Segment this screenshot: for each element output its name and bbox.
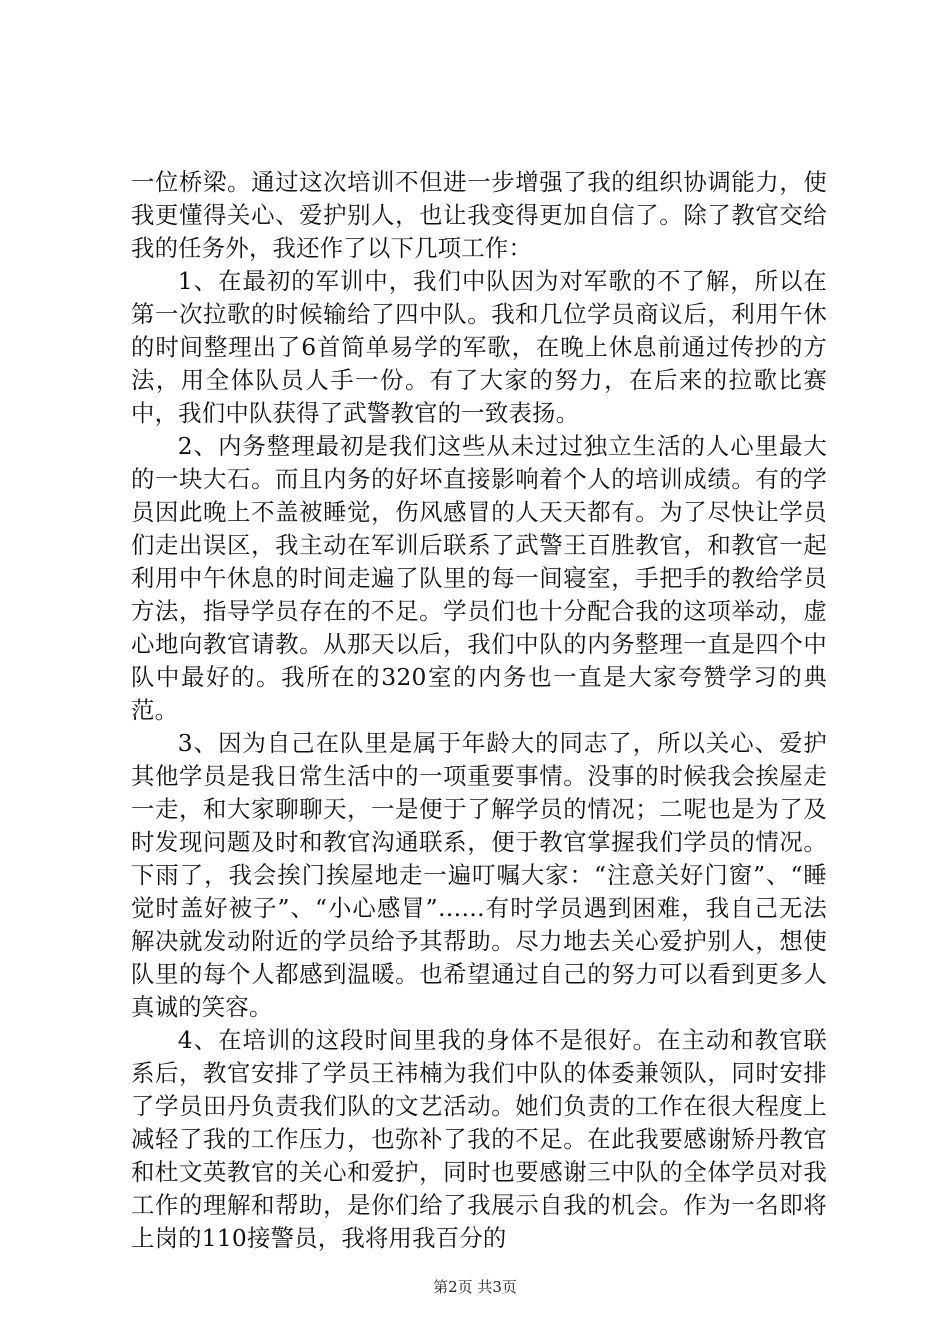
paragraph-item-2: 2、内务整理最初是我们这些从未过过独立生活的人心里最大的一块大石。而且内务的好坏直接影响着个人的培训成绩。有的学员因此晚上不盖被睡觉，伤风感冒的人天天都有。为了尽快让学员们走出误区，我主动在军训后联系了武警王百胜教官，和教官一起利用中午休息的时间走遍了队里的每一间寝室，手把手的教给学员方法，指导学员存在的不足。学员们也十分配合我的这项举动，虚心地向教官请教。从那天以后，我们中队的内务整理一直是四个中队中最好的。我所在的320室的内务也一直是大家夸赞学习的典范。 [131, 432, 827, 724]
paragraph-item-1: 1、在最初的军训中，我们中队因为对军歌的不了解，所以在第一次拉歌的时候输给了四中队。我和几位学员商议后，利用午休的时间整理出了6首简单易学的军歌，在晚上休息前通过传抄的方法，用全体队员人手一份。有了大家的努力，在后来的拉歌比赛中，我们中队获得了武警教官的一致表扬。 [131, 267, 827, 427]
page-number-footer: 第2页 共3页 [433, 1278, 517, 1296]
paragraph-continued: 一位桥梁。通过这次培训不但进一步增强了我的组织协调能力，使我更懂得关心、爱护别人，也让我变得更加自信了。除了教官交给我的任务外，我还作了以下几项工作： [131, 168, 827, 262]
paragraph-item-4: 4、在培训的这段时间里我的身体不是很好。在主动和教官联系后，教官安排了学员王祎楠为我们中队的体委兼领队，同时安排了学员田丹负责我们队的文艺活动。她们负责的工作在很大程度上减轻了我的工作压力，也弥补了我的不足。在此我要感谢矫丹教官和杜文英教官的关心和爱护，同时也要感谢三中队的全体学员对我工作的理解和帮助，是你们给了我展示自我的机会。作为一名即将上岗的110接警员，我将用我百分的 [131, 1026, 827, 1252]
document-body [131, 166, 827, 1255]
paragraph-item-3: 3、因为自己在队里是属于年龄大的同志了，所以关心、爱护其他学员是我日常生活中的一项重要事情。没事的时候我会挨屋走一走，和大家聊聊天，一是便于了解学员的情况；二呢也是为了及时发现问题及时和教官沟通联系，便于教官掌握我们学员的情况。下雨了，我会挨门挨屋地走一遍叮嘱大家：“注意关好门窗”、“睡觉时盖好被子”、“小心感冒”……有时学员遇到困难，我自己无法解决就发动附近的学员给予其帮助。尽力地去关心爱护别人，想使队里的每个人都感到温暖。也希望通过自己的努力可以看到更多人真诚的笑容。 [131, 729, 827, 1021]
